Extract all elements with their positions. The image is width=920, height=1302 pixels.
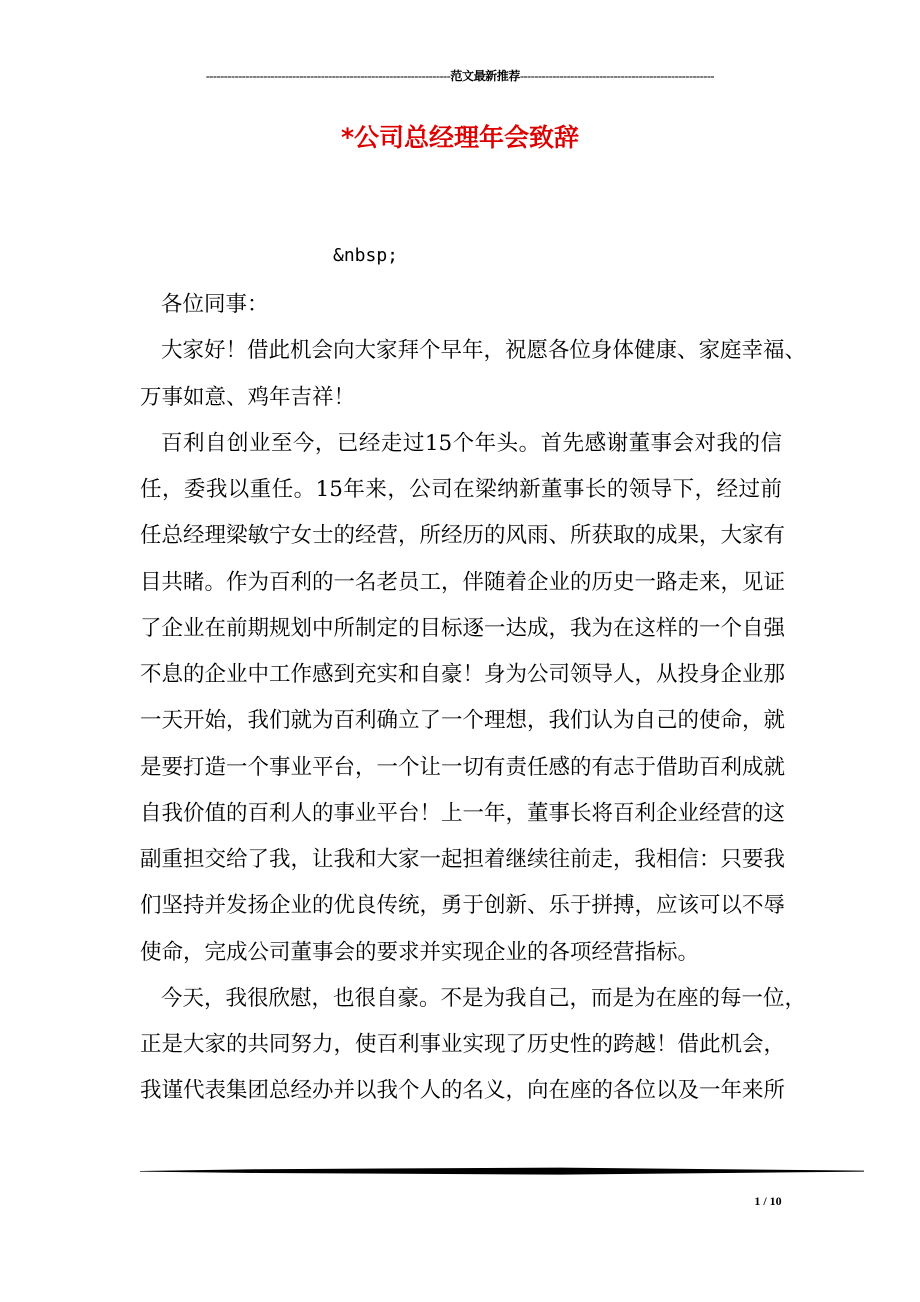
paragraph-3-line: 百利自创业至今，已经走过15个年头。首先感谢董事会对我的信: [161, 430, 782, 456]
footer-divider-wedge: [140, 1168, 864, 1175]
paragraph-3-line: 目共睹。作为百利的一名老员工，伴随着企业的历史一路走来，见证: [140, 569, 786, 595]
paragraph-3-line: 自我价值的百利人的事业平台！上一年，董事长将百利企业经营的这: [140, 800, 786, 826]
paragraph-3-line: 副重担交给了我，让我和大家一起担着继续往前走，我相信：只要我: [140, 847, 786, 872]
paragraph-3-line: 使命，完成公司董事会的要求并实现企业的各项经营指标。: [140, 939, 700, 965]
stray-nbsp-text: &nbsp;: [333, 245, 399, 266]
paragraph-3-line: 是要打造一个事业平台，一个让一切有责任感的有志于借助百利成就: [140, 754, 786, 780]
paragraph-2-line: 大家好！借此机会向大家拜个早年，祝愿各位身体健康、家庭幸福、: [161, 338, 807, 364]
paragraph-3-line: 任总经理梁敏宁女士的经营，所经历的风雨、所获取的成果，大家有: [140, 523, 786, 549]
paragraph-4-line: 今天，我很欣慰，也很自豪。不是为我自己，而是为在座的每一位，: [161, 985, 807, 1011]
paragraph-2-line: 万事如意、鸡年吉祥！: [140, 384, 356, 410]
paragraph-4-line: 我谨代表集团总经办并以我个人的名义，向在座的各位以及一年来所: [140, 1078, 786, 1104]
header-divider-label: --------------------------------------------------------------------范文最新推荐------------------------------------------------------: [205, 69, 715, 83]
paragraph-4-line: 正是大家的共同努力，使百利事业实现了历史性的跨越！借此机会，: [140, 1032, 786, 1057]
page-number: 1 / 10: [754, 1194, 782, 1208]
footer-divider: [140, 1166, 864, 1176]
paragraph-3-line: 任，委我以重任。15年来，公司在梁纳新董事长的领导下，经过前: [140, 477, 782, 502]
paragraph-1-line: 各位同事：: [161, 292, 269, 317]
document-body: [140, 282, 807, 1115]
paragraph-3-line: 不息的企业中工作感到充实和自豪！身为公司领导人，从投身企业那: [140, 662, 786, 687]
document-title: *公司总经理年会致辞: [340, 123, 580, 152]
paragraph-3-line: 们坚持并发扬企业的优良传统，勇于创新、乐于拼搏，应该可以不辱: [140, 893, 786, 919]
paragraph-3-line: 了企业在前期规划中所制定的目标逐一达成，我为在这样的一个自强: [140, 615, 786, 641]
paragraph-3-line: 一天开始，我们就为百利确立了一个理想，我们认为自己的使命，就: [140, 708, 786, 734]
